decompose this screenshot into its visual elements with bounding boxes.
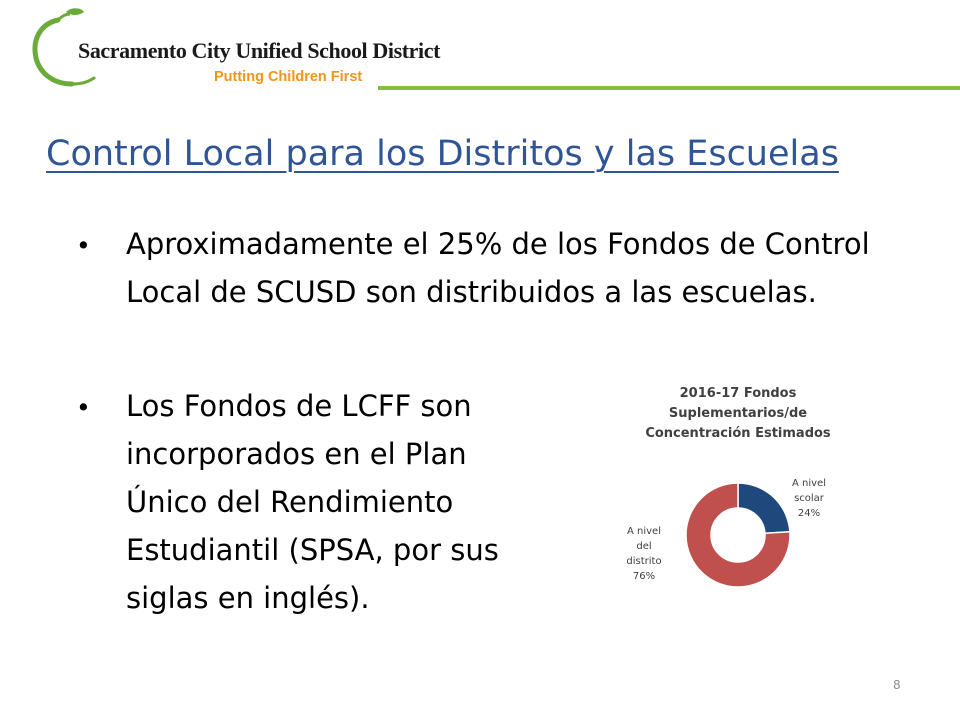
- district-tagline: Putting Children First: [214, 69, 363, 85]
- slide-title: Control Local para los Distritos y las Escuelas: [46, 134, 839, 174]
- bullet-icon: •: [76, 231, 91, 260]
- doughnut-chart: [590, 380, 890, 610]
- district-logo: [28, 8, 441, 90]
- bullet-text: Los Fondos de LCFF son incorporados en el Plan Único del Rendimiento Estudiantil (SPSA, por sus siglas en inglés).: [126, 389, 499, 615]
- chart-title-line: 2016-17 Fondos: [679, 386, 797, 401]
- header-rule: [378, 86, 960, 90]
- doughnut-slice-school: [738, 483, 790, 533]
- chart-title-line: Concentración Estimados: [645, 426, 831, 441]
- district-name: Sacramento City Unified School District: [78, 38, 441, 63]
- bullet-icon: •: [76, 393, 91, 422]
- chart-title-line: Suplementarios/de: [668, 406, 808, 421]
- data-label-school: A nivel scolar 24%: [792, 478, 826, 519]
- page-number: 8: [893, 678, 901, 692]
- bullet-text: Aproximadamente el 25% de los Fondos de Control Local de SCUSD son distribuidos a las escuelas.: [126, 227, 870, 309]
- data-label-district: A nivel del distrito 76%: [626, 526, 662, 582]
